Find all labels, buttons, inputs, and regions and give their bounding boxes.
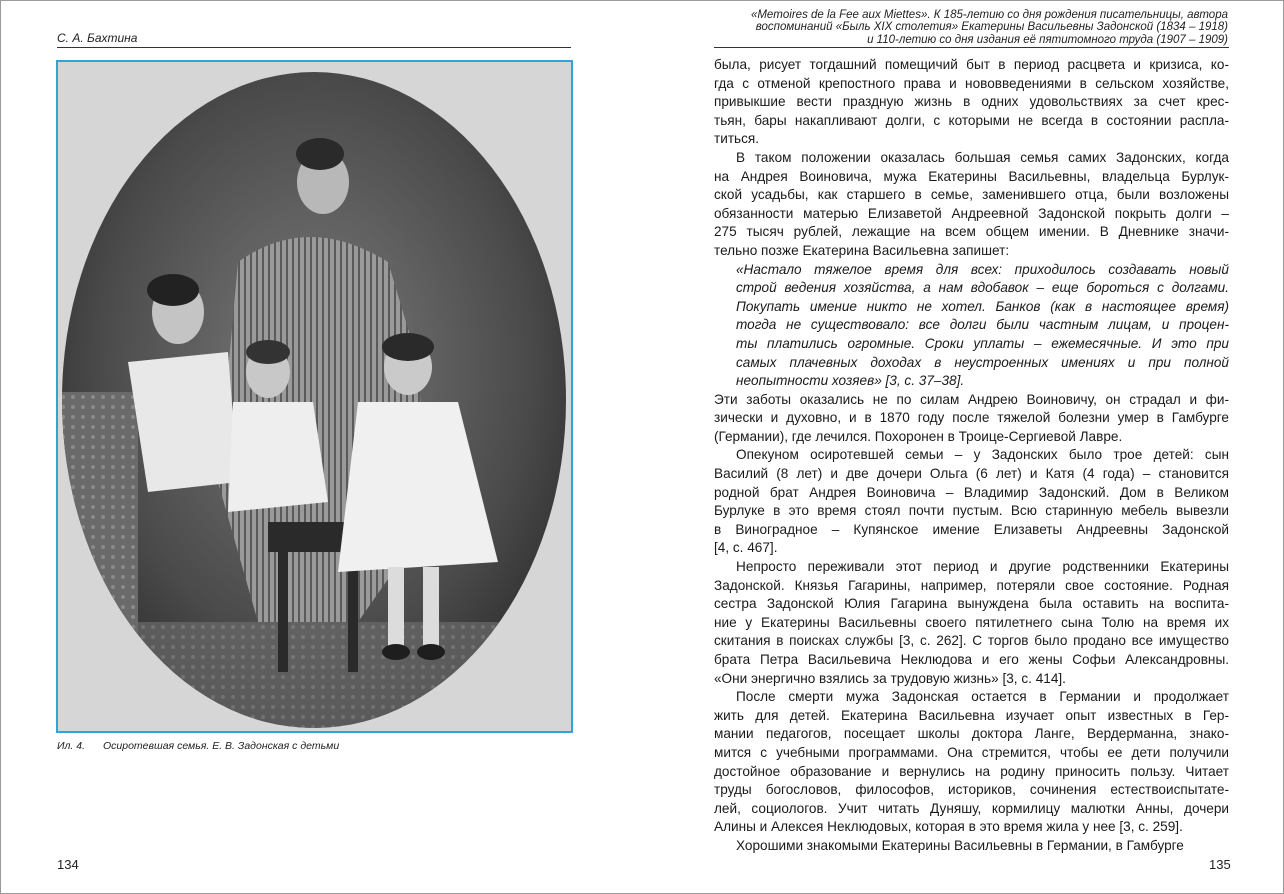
running-head-line: и 110-летию со дня издания её пятитомного труда (1907 – 1909) (867, 33, 1228, 46)
text-line: Опекуном осиротевшей семьи – у Задонских было трое детей: сын (736, 447, 1229, 463)
text-line: Бурлуке в это время стоял почти пустым. Всю старинную мебель вывезли (714, 503, 1229, 519)
text-line: сестра Задонской Юлия Гагарина вынуждена была оставить на воспита- (714, 596, 1229, 612)
text-line: лей, социологов. Учит читать Дуняшу, кормилицу малютки Анны, дочери (714, 800, 1229, 816)
family-photograph (56, 60, 573, 733)
text-line: обязанности матерью Елизаветой Андреевной Задонской покрыть долги – (714, 205, 1229, 221)
right-running-head (701, 9, 1228, 46)
text-line: Алины и Алексея Неклюдовых, которая в это время жила у нее [3, с. 259]. (714, 819, 1183, 835)
text-line: ние у Екатерины Васильевны своего пятилетнего сына Толю на время их (714, 614, 1229, 630)
text-line: После смерти мужа Задонская остается в Германии и продолжает (736, 689, 1229, 705)
text-line: на Андрея Воиновича, мужа Екатерины Васильевны, владельца Бурлук- (714, 168, 1229, 184)
family-photo-image (58, 62, 571, 731)
quote-line: самых плачевных доходах в неустроенных имениях и при полной (736, 354, 1229, 370)
text-line: тельно позже Екатерина Васильевна запишет: (714, 242, 1010, 258)
page-number-right: 135 (1209, 857, 1231, 872)
text-line: родной брат Андрея Воиновича – Владимир Задонский. Дом в Великом (714, 484, 1229, 500)
text-line: титься. (714, 131, 760, 147)
text-line: брата Петра Васильевича Неклюдова и его жены Софьи Александровны. (714, 652, 1229, 667)
text-line: гда с отменой крепостного права и нововведениями в сельском хозяйстве, (714, 75, 1229, 91)
quote-line: Покупать имение никто не хотел. Банков (как в настоящее время) (736, 298, 1229, 314)
quote-line: «Настало тяжелое время для всех: приходилось создавать новый (736, 261, 1229, 277)
running-head-line: воспоминаний «Быль XIX столетия» Екатерины Васильевны Задонской (1834 – 1918) (755, 21, 1228, 34)
quote-line: ты платились огромные. Сроки уплаты – ежемесячные. И это при (736, 335, 1229, 351)
text-line: Задонской. Князья Гагарины, например, потеряли свое состояние. Родная (714, 577, 1229, 593)
running-head-line: «Memoires de la Fee aux Miettes». К 185-летию со дня рождения писательницы, автора (750, 9, 1228, 21)
figure-number: Ил. 4. (57, 740, 86, 752)
text-line: Хорошими знакомыми Екатерины Васильевны в Германии, в Гамбурге (736, 837, 1184, 853)
page-number-left: 134 (57, 857, 79, 872)
text-line: в Виноградное – Купянское имение Елизаветы Андреевны Задонской (714, 521, 1229, 537)
left-running-head: С. А. Бахтина (57, 31, 138, 45)
text-line: 275 тысяч рублей, лежащие на всем общем имении. В Дневнике значи- (714, 224, 1229, 240)
text-line: жить для детей. Екатерина Васильевна изучает опыт известных в Гер- (714, 707, 1229, 723)
figure-caption-text: Осиротевшая семья. Е. В. Задонская с детьми (103, 740, 340, 752)
text-line: Эти заботы оказались не по силам Андрею Воиновичу, он страдал и фи- (714, 391, 1229, 407)
text-line: скитания в поисках службы [3, с. 262]. С торгов было продано все имущество (714, 633, 1229, 649)
text-line: мании педагогов, посещает школы доктора Ланге, Вердерманна, знако- (714, 726, 1229, 742)
left-header-rule (57, 47, 571, 48)
text-line: достойное образование и вернулись на родину приносить пользу. Читает (714, 763, 1229, 779)
quote-line: строй ведения хозяйства, а нам вдобавок – еще бороться с долгами. (736, 280, 1229, 296)
text-line: В таком положении оказалась большая семья самих Задонских, когда (736, 149, 1229, 165)
text-line: зически и духовно, и в 1870 году после тяжелой болезни умер в Гамбурге (714, 410, 1229, 426)
text-line: труды богословов, философов, историков, сочинения естествоиспытате- (714, 782, 1229, 798)
text-line: (Германии), где лечился. Похоронен в Троице-Сергиевой Лавре. (714, 428, 1123, 444)
text-line: «Они энергично взялись за трудовую жизнь» [3, с. 414]. (714, 670, 1066, 686)
right-header-rule (714, 47, 1229, 48)
body-text (714, 56, 1229, 856)
text-line: мится с учебными программами. Она стремится, чтобы ее дети получили (714, 744, 1229, 760)
text-line: ской усадьбы, как старшего в семье, заменившего отца, были возложены (714, 187, 1229, 203)
text-line: была, рисует тогдашний помещичий быт в период расцвета и кризиса, ко- (714, 57, 1229, 72)
figure-caption (57, 740, 339, 752)
text-line: Василий (8 лет) и две дочери Ольга (6 лет) и Катя (4 года) – становится (714, 466, 1229, 482)
quote-line: неопытности хозяев» [3, с. 37–38]. (736, 373, 965, 389)
text-line: привыкшие вести праздную жизнь в одних удовольствиях за счет крес- (714, 94, 1229, 110)
quote-line: тогда не существовало: все долги были частным лицам, и процен- (736, 317, 1229, 333)
text-line: [4, с. 467]. (714, 540, 778, 556)
text-line: тьян, бары накапливают долги, с которыми не всегда в состоянии распла- (714, 112, 1229, 128)
text-line: Непросто переживали этот период и другие родственники Екатерины (736, 559, 1229, 575)
